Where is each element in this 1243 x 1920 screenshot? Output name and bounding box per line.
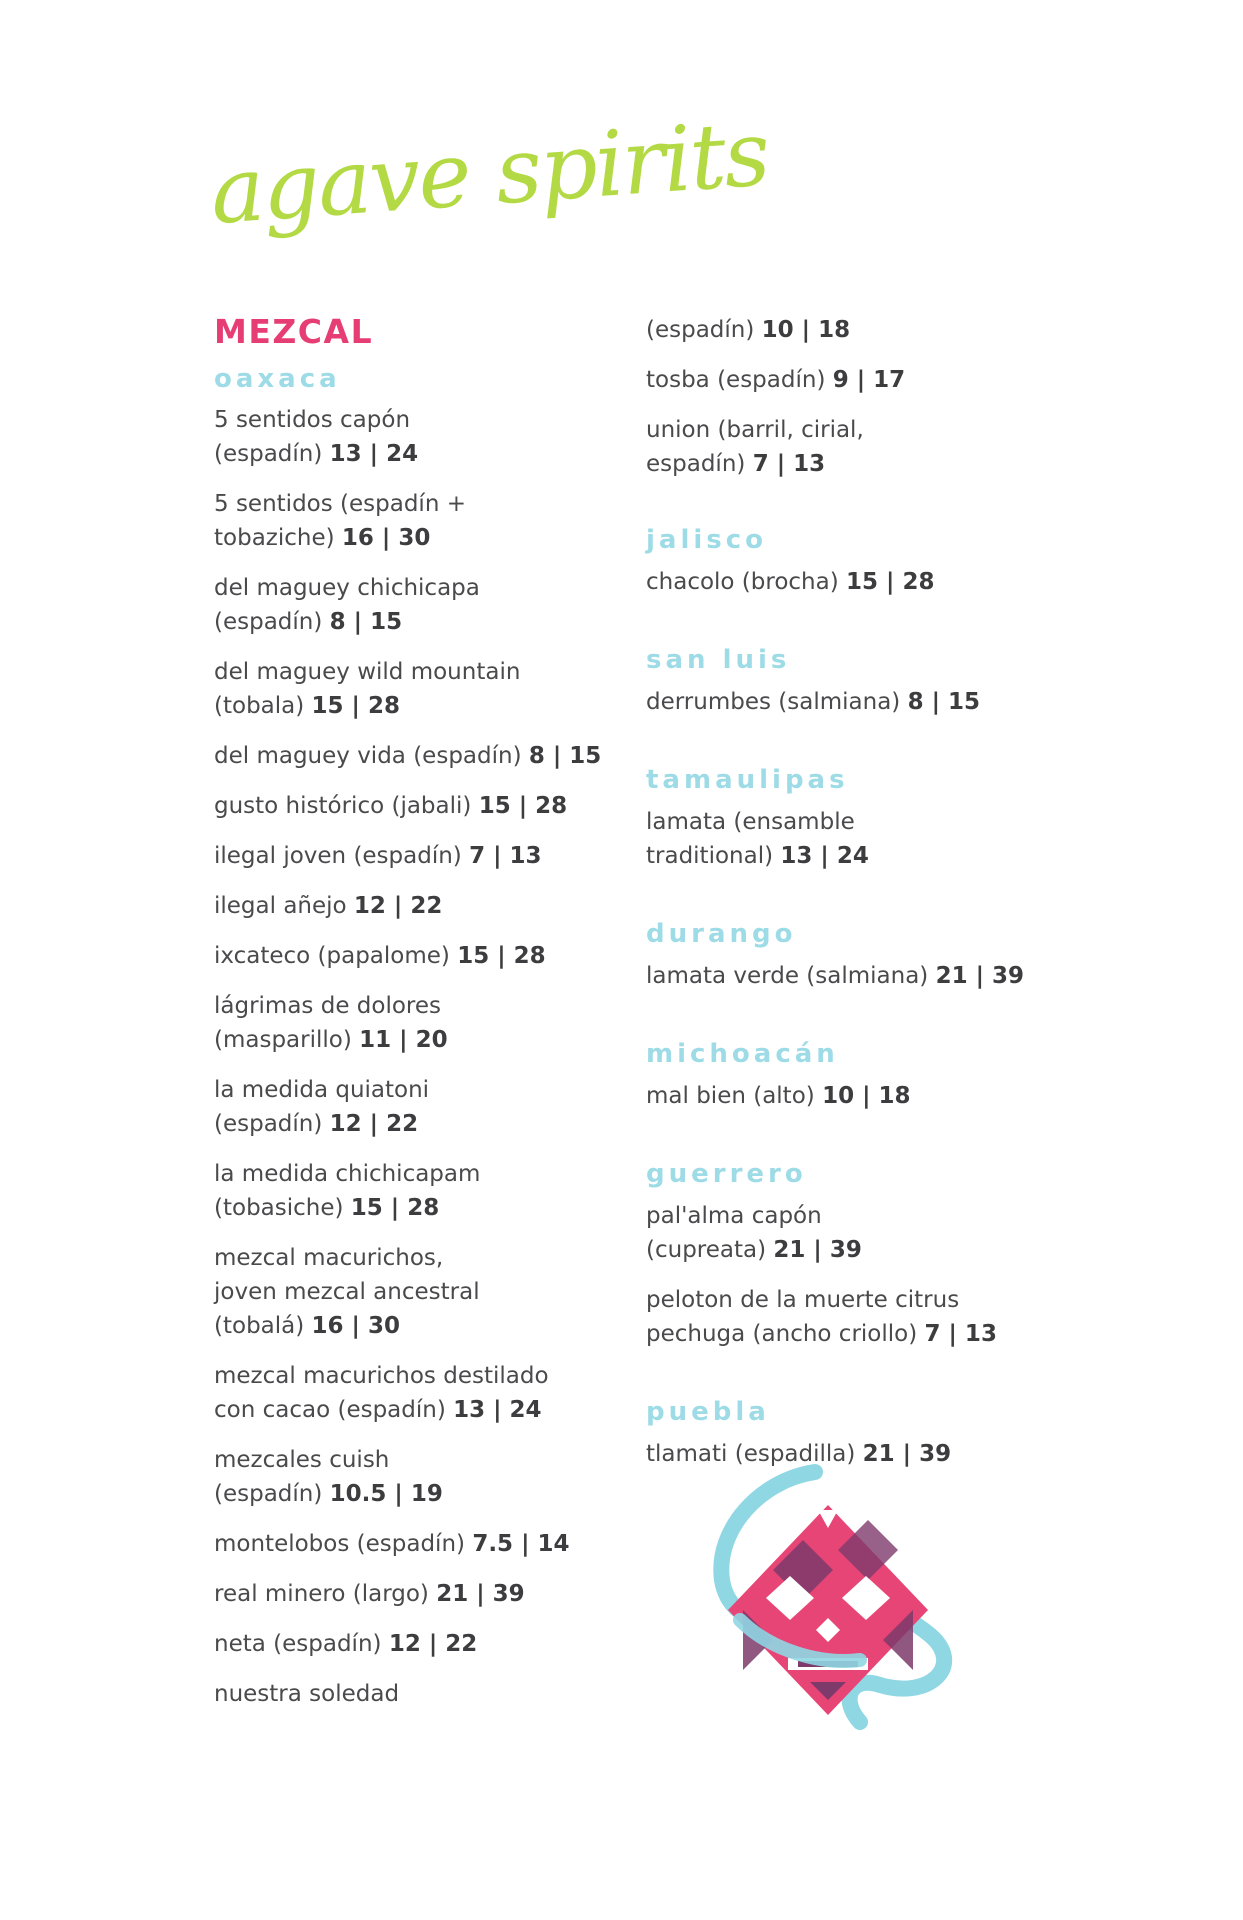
menu-item xyxy=(214,655,520,723)
item-name: (espadín) xyxy=(214,609,330,635)
item-name-line xyxy=(214,1107,429,1141)
item-name: espadín) xyxy=(646,451,753,477)
item-name: derrumbes (salmiana) xyxy=(646,689,908,715)
item-price: 11 | 20 xyxy=(359,1027,448,1053)
item-name: lamata verde (salmiana) xyxy=(646,963,936,989)
menu-item xyxy=(646,1283,997,1351)
menu-item xyxy=(214,1627,477,1661)
item-name: con cacao (espadín) xyxy=(214,1397,454,1423)
item-name: gusto histórico (jabali) xyxy=(214,793,479,819)
item-name-line: del maguey chichicapa xyxy=(214,575,480,601)
region-heading: michoacán xyxy=(646,1039,839,1069)
item-name-line: peloton de la muerte citrus xyxy=(646,1287,960,1313)
item-name-line: lamata (ensamble xyxy=(646,809,855,835)
item-price: 21 | 39 xyxy=(935,963,1025,989)
item-name-line: mezcal macurichos destilado xyxy=(214,1363,549,1389)
region-heading: puebla xyxy=(646,1397,770,1427)
menu-item xyxy=(214,989,448,1057)
region-heading: san luis xyxy=(646,645,791,675)
item-name-line xyxy=(646,447,864,481)
item-name-line xyxy=(646,1317,997,1351)
menu-item xyxy=(214,403,418,471)
menu-item xyxy=(646,685,980,719)
item-name-line xyxy=(214,689,520,723)
item-name: (cupreata) xyxy=(646,1237,774,1263)
item-name-line xyxy=(214,1191,480,1225)
item-name: (tobalá) xyxy=(214,1313,312,1339)
menu-item xyxy=(214,1241,480,1343)
item-name-line xyxy=(646,685,980,719)
item-name-line: joven mezcal ancestral xyxy=(214,1279,480,1305)
item-price: 10 | 18 xyxy=(822,1083,911,1109)
menu-item xyxy=(646,413,864,481)
item-name: ixcateco (papalome) xyxy=(214,943,458,969)
menu-item xyxy=(214,739,601,773)
item-price: 15 | 28 xyxy=(311,693,400,719)
region-heading: jalisco xyxy=(646,525,768,555)
menu-item xyxy=(214,571,480,639)
item-price: 13 | 24 xyxy=(329,441,419,467)
item-price: 7 | 13 xyxy=(924,1321,997,1347)
item-name: (espadín) xyxy=(646,317,762,343)
item-name: mal bien (alto) xyxy=(646,1083,823,1109)
item-name-line xyxy=(646,839,869,873)
menu-item xyxy=(214,1577,525,1611)
menu-item xyxy=(214,1443,443,1511)
item-name: tobaziche) xyxy=(214,525,342,551)
item-name-line xyxy=(214,1627,477,1661)
item-name: tosba (espadín) xyxy=(646,367,833,393)
item-name-line xyxy=(214,605,480,639)
item-name: neta (espadín) xyxy=(214,1631,389,1657)
item-name: pechuga (ancho criollo) xyxy=(646,1321,925,1347)
item-name-line: 5 sentidos (espadín + xyxy=(214,491,466,517)
item-name-line xyxy=(214,1393,549,1427)
menu-item xyxy=(646,959,1024,993)
menu-item xyxy=(214,789,567,823)
item-name: (tobasiche) xyxy=(214,1195,351,1221)
item-price: 16 | 30 xyxy=(311,1313,400,1339)
item-name-line xyxy=(646,1079,911,1113)
item-name-line xyxy=(646,565,934,599)
item-name-line: union (barril, cirial, xyxy=(646,417,864,443)
item-price: 15 | 28 xyxy=(846,569,935,595)
item-name-line: mezcales cuish xyxy=(214,1447,390,1473)
item-price: 16 | 30 xyxy=(341,525,431,551)
item-name-line xyxy=(646,959,1024,993)
item-price: 8 | 15 xyxy=(528,743,602,769)
region-heading: guerrero xyxy=(646,1159,807,1189)
item-name: chacolo (brocha) xyxy=(646,569,847,595)
menu-item xyxy=(646,805,869,873)
item-name-line: 5 sentidos capón xyxy=(214,407,411,433)
item-name-line xyxy=(214,1023,448,1057)
region-heading: durango xyxy=(646,919,797,949)
menu-item xyxy=(646,1079,911,1113)
item-name: (espadín) xyxy=(214,1111,330,1137)
item-name-line xyxy=(214,739,601,773)
item-name: traditional) xyxy=(646,843,781,869)
menu-item xyxy=(646,565,934,599)
item-name-line xyxy=(646,363,905,397)
item-price: 12 | 22 xyxy=(353,893,443,919)
menu-item xyxy=(214,889,442,923)
menu-item xyxy=(646,1199,862,1267)
item-name-line xyxy=(214,939,546,973)
item-name: (espadín) xyxy=(214,1481,330,1507)
item-price: 7.5 | 14 xyxy=(472,1531,570,1557)
item-name-line: mezcal macurichos, xyxy=(214,1245,444,1271)
item-name-line xyxy=(214,889,442,923)
menu-item xyxy=(214,1527,569,1561)
item-name: real minero (largo) xyxy=(214,1581,437,1607)
item-name-line: del maguey wild mountain xyxy=(214,659,521,685)
menu-item xyxy=(214,1677,399,1711)
item-name-line xyxy=(214,437,418,471)
page-title: agave spirits xyxy=(207,101,772,245)
menu-item xyxy=(214,839,542,873)
menu-item xyxy=(214,1157,480,1225)
menu-item xyxy=(214,1359,549,1427)
item-name-line xyxy=(214,1527,569,1561)
item-name: (masparillo) xyxy=(214,1027,360,1053)
item-price: 8 | 15 xyxy=(907,689,981,715)
item-name-line: lágrimas de dolores xyxy=(214,993,442,1019)
item-name: (espadín) xyxy=(214,441,330,467)
item-name: nuestra soledad xyxy=(214,1681,400,1707)
item-price: 8 | 15 xyxy=(329,609,403,635)
menu-item xyxy=(214,939,546,973)
item-name-line xyxy=(214,1677,399,1711)
item-name: ilegal añejo xyxy=(214,893,354,919)
item-price: 7 | 13 xyxy=(752,451,826,477)
region-heading: tamaulipas xyxy=(646,765,849,795)
item-name-line xyxy=(214,839,542,873)
item-price: 21 | 39 xyxy=(436,1581,525,1607)
item-price: 12 | 22 xyxy=(388,1631,478,1657)
item-price: 21 | 39 xyxy=(773,1237,862,1263)
item-name: montelobos (espadín) xyxy=(214,1531,473,1557)
item-price: 21 | 39 xyxy=(862,1441,952,1467)
item-name-line xyxy=(214,1477,443,1511)
item-name: (tobala) xyxy=(214,693,312,719)
item-name-line xyxy=(214,1577,525,1611)
item-price: 12 | 22 xyxy=(329,1111,419,1137)
item-name-line: la medida chichicapam xyxy=(214,1161,481,1187)
item-name: tlamati (espadilla) xyxy=(646,1441,863,1467)
item-name: ilegal joven (espadín) xyxy=(214,843,470,869)
menu-item xyxy=(214,487,466,555)
item-name-line xyxy=(646,313,850,347)
section-heading-mezcal: MEZCAL xyxy=(214,312,374,351)
item-name-line xyxy=(214,1309,480,1343)
mexican-mask-illustration-icon xyxy=(700,1460,970,1750)
menu-item xyxy=(646,313,850,347)
item-price: 15 | 28 xyxy=(350,1195,440,1221)
item-price: 10 | 18 xyxy=(761,317,851,343)
item-name-line xyxy=(646,1233,862,1267)
item-name-line xyxy=(214,789,567,823)
item-price: 13 | 24 xyxy=(780,843,869,869)
item-price: 15 | 28 xyxy=(478,793,568,819)
menu-item xyxy=(214,1073,429,1141)
item-price: 7 | 13 xyxy=(469,843,542,869)
item-price: 10.5 | 19 xyxy=(329,1481,443,1507)
item-name-line xyxy=(214,521,466,555)
item-price: 9 | 17 xyxy=(832,367,906,393)
item-name-line: pal'alma capón xyxy=(646,1203,822,1229)
item-name-line: la medida quiatoni xyxy=(214,1077,430,1103)
menu-item xyxy=(646,363,905,397)
item-price: 13 | 24 xyxy=(453,1397,542,1423)
region-heading: oaxaca xyxy=(214,364,341,394)
item-price: 15 | 28 xyxy=(457,943,546,969)
item-name: del maguey vida (espadín) xyxy=(214,743,529,769)
